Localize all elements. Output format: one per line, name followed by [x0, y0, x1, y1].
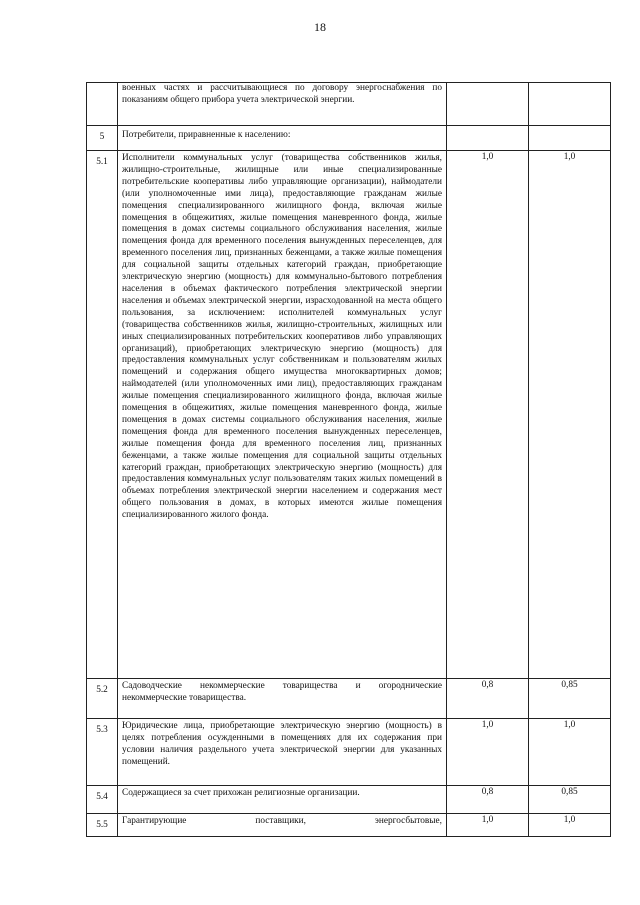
coefficient-first: 1,0	[447, 151, 529, 679]
coefficient-second: 1,0	[529, 814, 611, 837]
row-number: 5	[87, 126, 118, 151]
row-description	[118, 126, 447, 151]
row-description	[118, 719, 447, 786]
table-row	[87, 83, 611, 126]
table-row	[87, 814, 611, 837]
row-description-text: Содержащиеся за счет прихожан религиозные организации.	[122, 788, 360, 798]
table-row	[87, 151, 611, 679]
row-description-text: Потребители, приравненные к населению:	[122, 130, 291, 140]
coefficient-second: 1,0	[529, 719, 611, 786]
table-row	[87, 126, 611, 151]
coefficient-first: 1,0	[447, 814, 529, 837]
coefficient-second: 0,85	[529, 679, 611, 719]
row-number: 5.1	[87, 151, 118, 679]
row-description	[118, 151, 447, 679]
coefficient-second: 0,85	[529, 786, 611, 814]
table-row	[87, 719, 611, 786]
row-number: 5.4	[87, 786, 118, 814]
table-row	[87, 679, 611, 719]
coefficient-first: 0,8	[447, 786, 529, 814]
row-description	[118, 786, 447, 814]
coefficient-second: 1,0	[529, 151, 611, 679]
row-description	[118, 814, 447, 837]
coefficient-first: 0,8	[447, 679, 529, 719]
row-number	[87, 83, 118, 126]
table-row	[87, 786, 611, 814]
row-description-text: Садоводческие некоммерческие товарищества и огороднические некоммерческие товарищества.	[122, 681, 442, 703]
row-number: 5.5	[87, 814, 118, 837]
row-number: 5.2	[87, 679, 118, 719]
row-description	[118, 83, 447, 126]
row-description-text: Юридические лица, приобретающие электрическую энергию (мощность) в целях потребления осужденными в помещениях для их содержания при условии наличия раздельного учета электрической энергии для указанных помещений.	[122, 721, 442, 767]
tariff-coefficients-table	[86, 82, 611, 837]
coefficient-first	[447, 83, 529, 126]
coefficient-second	[529, 126, 611, 151]
row-description-text: военных частях и рассчитывающиеся по договору энергоснабжения по показаниям общего прибора учета электрической энергии.	[122, 83, 442, 105]
page-number: 18	[314, 20, 326, 34]
row-number: 5.3	[87, 719, 118, 786]
coefficient-first: 1,0	[447, 719, 529, 786]
coefficient-second	[529, 83, 611, 126]
row-description-text: Гарантирующие поставщики, энергосбытовые,	[122, 816, 442, 826]
row-description	[118, 679, 447, 719]
row-description-text: Исполнители коммунальных услуг (товарищества собственников жилья, жилищно-строительные, жилищные или иные специализированные потребительские кооперативы либо управляющие организации), наймодатели (или уполномоченные ими лица), предоставляющие гражданам жилые помещения специализированного жилищного фонда, включая жилые помещения в общежитиях, жилые помещения маневренного фонда, жилые помещения в домах системы социального обслуживания населения, жилые помещения фонда для временного поселения вынужденных переселенцев, для временного поселения лиц, признанных беженцами, а также жилые помещения для социальной защиты отдельных категорий граждан, приобретающие электрическую энергию (мощность) для коммунально-бытового потребления населения в объемах фактического потребления электрической энергии населения и объемах электрической энергии, израсходованной на места общего пользования, за исключением: исполнителей коммунальных услуг (товарищества собственников жилья, жилищно-строительных, жилищных или иных специализированных потребительских кооперативов либо управляющих организаций), приобретающих электрическую энергию (мощность) для предоставления коммунальных услуг собственникам и пользователям жилых помещений и содержания общего имущества многоквартирных домов; наймодателей (или уполномоченных ими лиц), предоставляющих гражданам жилые помещения специализированного жилищного фонда, включая жилые помещения в общежитиях, жилые помещения маневренного фонда, жилые помещения в домах системы социального обслуживания населения, жилые помещения фонда для временного поселения вынужденных переселенцев, жилые помещения фонда для временного поселения лиц, признанных беженцами, а также жилые помещения для социальной защиты отдельных категорий граждан, приобретающих электрическую энергию (мощность) для предоставления коммунальных услуг пользователям таких жилых помещений в объемах потребления электрической энергии населением и содержания мест общего пользования в домах, в которых имеются жилые помещения специализированного жилого фонда.	[122, 153, 442, 521]
coefficient-first	[447, 126, 529, 151]
